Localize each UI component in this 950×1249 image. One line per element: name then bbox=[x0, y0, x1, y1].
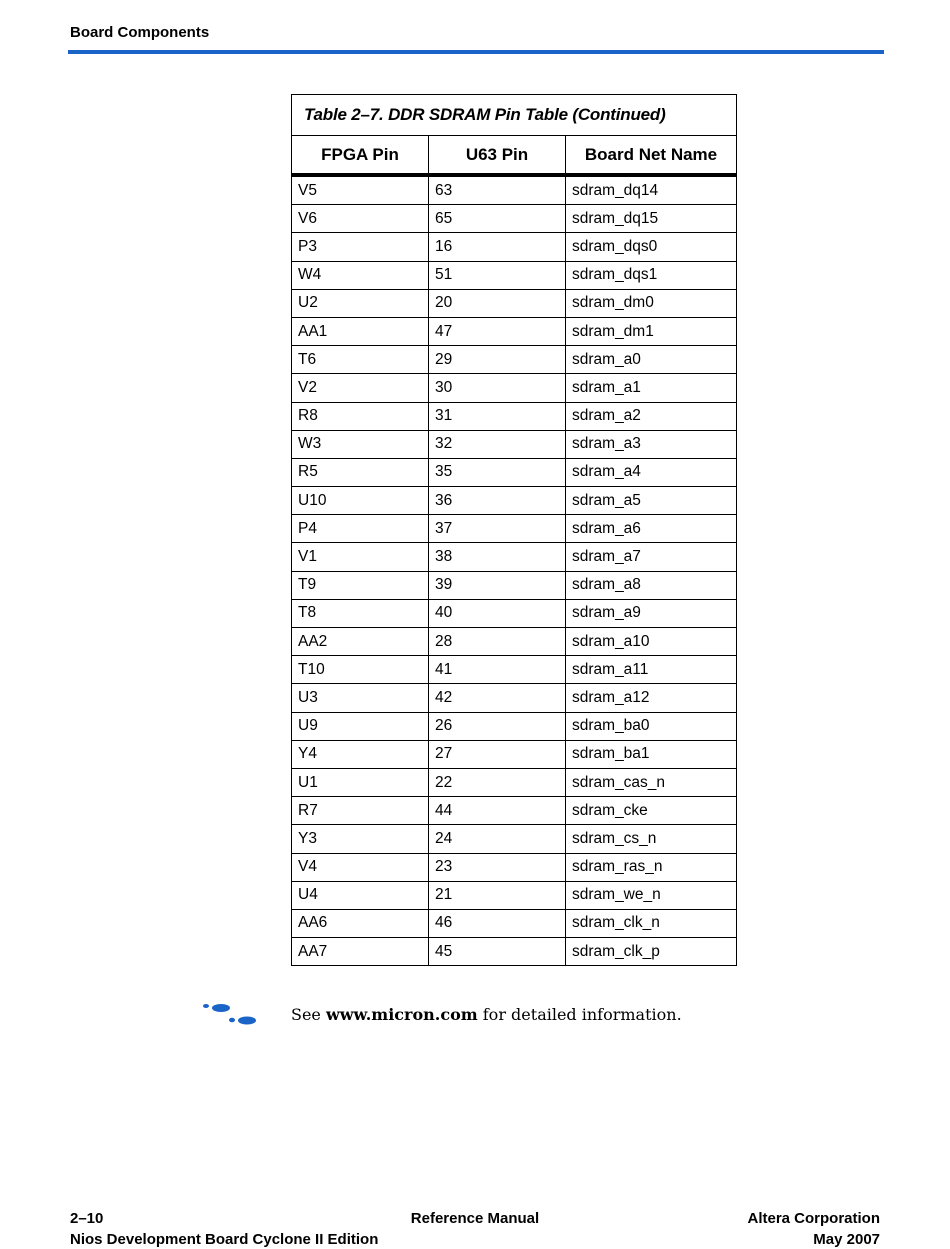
table-row bbox=[292, 656, 737, 684]
u63-pin-cell: 31 bbox=[429, 402, 566, 430]
fpga-pin-cell: R5 bbox=[292, 458, 429, 486]
column-header-fpga-pin: FPGA Pin bbox=[292, 136, 429, 176]
u63-pin-cell: 35 bbox=[429, 458, 566, 486]
footer-page-number: 2–10 bbox=[70, 1210, 104, 1227]
table-row bbox=[292, 205, 737, 233]
table-row bbox=[292, 346, 737, 374]
board-net-name-cell: sdram_a6 bbox=[566, 515, 737, 543]
u63-pin-cell: 51 bbox=[429, 261, 566, 289]
board-net-name-cell: sdram_a7 bbox=[566, 543, 737, 571]
board-net-name-cell: sdram_a0 bbox=[566, 346, 737, 374]
table-row bbox=[292, 487, 737, 515]
table-row bbox=[292, 175, 737, 205]
reference-note bbox=[291, 1005, 682, 1024]
u63-pin-cell: 23 bbox=[429, 853, 566, 881]
table-row bbox=[292, 543, 737, 571]
table-row bbox=[292, 599, 737, 627]
table-row bbox=[292, 571, 737, 599]
footer-doc-type: Reference Manual bbox=[410, 1210, 540, 1227]
fpga-pin-cell: R7 bbox=[292, 797, 429, 825]
u63-pin-cell: 63 bbox=[429, 175, 566, 205]
board-net-name-cell: sdram_ras_n bbox=[566, 853, 737, 881]
table-row bbox=[292, 402, 737, 430]
footer-date: May 2007 bbox=[813, 1231, 880, 1248]
board-net-name-cell: sdram_clk_n bbox=[566, 909, 737, 937]
fpga-pin-cell: AA1 bbox=[292, 317, 429, 345]
u63-pin-cell: 65 bbox=[429, 205, 566, 233]
u63-pin-cell: 39 bbox=[429, 571, 566, 599]
page-section-title: Board Components bbox=[70, 24, 210, 41]
table-row bbox=[292, 515, 737, 543]
fpga-pin-cell: T9 bbox=[292, 571, 429, 599]
fpga-pin-cell: R8 bbox=[292, 402, 429, 430]
u63-pin-cell: 28 bbox=[429, 628, 566, 656]
board-net-name-cell: sdram_a1 bbox=[566, 374, 737, 402]
fpga-pin-cell: P3 bbox=[292, 233, 429, 261]
fpga-pin-cell: W3 bbox=[292, 430, 429, 458]
fpga-pin-cell: U9 bbox=[292, 712, 429, 740]
fpga-pin-cell: U10 bbox=[292, 487, 429, 515]
column-header-u63-pin: U63 Pin bbox=[429, 136, 566, 176]
board-net-name-cell: sdram_a3 bbox=[566, 430, 737, 458]
u63-pin-cell: 20 bbox=[429, 289, 566, 317]
board-net-name-cell: sdram_a11 bbox=[566, 656, 737, 684]
u63-pin-cell: 27 bbox=[429, 740, 566, 768]
table-row bbox=[292, 712, 737, 740]
u63-pin-cell: 44 bbox=[429, 797, 566, 825]
note-prefix: See bbox=[291, 1005, 326, 1024]
footer-company: Altera Corporation bbox=[747, 1210, 880, 1227]
table-caption: Table 2–7. DDR SDRAM Pin Table (Continued) bbox=[292, 95, 737, 136]
u63-pin-cell: 24 bbox=[429, 825, 566, 853]
fpga-pin-cell: U1 bbox=[292, 768, 429, 796]
u63-pin-cell: 38 bbox=[429, 543, 566, 571]
table-row bbox=[292, 684, 737, 712]
board-net-name-cell: sdram_dq14 bbox=[566, 175, 737, 205]
u63-pin-cell: 37 bbox=[429, 515, 566, 543]
micron-link[interactable]: www.micron.com bbox=[325, 1005, 478, 1024]
fpga-pin-cell: V2 bbox=[292, 374, 429, 402]
table-row bbox=[292, 909, 737, 937]
u63-pin-cell: 32 bbox=[429, 430, 566, 458]
fpga-pin-cell: V1 bbox=[292, 543, 429, 571]
fpga-pin-cell: W4 bbox=[292, 261, 429, 289]
u63-pin-cell: 22 bbox=[429, 768, 566, 796]
board-net-name-cell: sdram_a4 bbox=[566, 458, 737, 486]
fpga-pin-cell: T6 bbox=[292, 346, 429, 374]
board-net-name-cell: sdram_a5 bbox=[566, 487, 737, 515]
u63-pin-cell: 45 bbox=[429, 938, 566, 966]
fpga-pin-cell: U2 bbox=[292, 289, 429, 317]
u63-pin-cell: 16 bbox=[429, 233, 566, 261]
board-net-name-cell: sdram_dm1 bbox=[566, 317, 737, 345]
header-divider bbox=[68, 50, 884, 54]
fpga-pin-cell: V5 bbox=[292, 175, 429, 205]
note-suffix: for detailed information. bbox=[477, 1005, 682, 1024]
board-net-name-cell: sdram_cs_n bbox=[566, 825, 737, 853]
board-net-name-cell: sdram_a12 bbox=[566, 684, 737, 712]
fpga-pin-cell: AA2 bbox=[292, 628, 429, 656]
u63-pin-cell: 47 bbox=[429, 317, 566, 345]
table-row bbox=[292, 938, 737, 966]
table-row bbox=[292, 317, 737, 345]
pin-table bbox=[291, 94, 737, 966]
board-net-name-cell: sdram_dm0 bbox=[566, 289, 737, 317]
board-net-name-cell: sdram_dqs1 bbox=[566, 261, 737, 289]
table-row bbox=[292, 853, 737, 881]
u63-pin-cell: 21 bbox=[429, 881, 566, 909]
table-row bbox=[292, 628, 737, 656]
board-net-name-cell: sdram_dqs0 bbox=[566, 233, 737, 261]
footprints-icon bbox=[200, 1002, 260, 1026]
board-net-name-cell: sdram_cas_n bbox=[566, 768, 737, 796]
table-row bbox=[292, 825, 737, 853]
board-net-name-cell: sdram_a2 bbox=[566, 402, 737, 430]
u63-pin-cell: 30 bbox=[429, 374, 566, 402]
u63-pin-cell: 26 bbox=[429, 712, 566, 740]
board-net-name-cell: sdram_a8 bbox=[566, 571, 737, 599]
table-row bbox=[292, 289, 737, 317]
board-net-name-cell: sdram_cke bbox=[566, 797, 737, 825]
fpga-pin-cell: P4 bbox=[292, 515, 429, 543]
u63-pin-cell: 40 bbox=[429, 599, 566, 627]
fpga-pin-cell: T8 bbox=[292, 599, 429, 627]
board-net-name-cell: sdram_ba1 bbox=[566, 740, 737, 768]
u63-pin-cell: 41 bbox=[429, 656, 566, 684]
u63-pin-cell: 42 bbox=[429, 684, 566, 712]
table-row bbox=[292, 797, 737, 825]
table-row bbox=[292, 430, 737, 458]
fpga-pin-cell: V6 bbox=[292, 205, 429, 233]
fpga-pin-cell: AA6 bbox=[292, 909, 429, 937]
table-row bbox=[292, 458, 737, 486]
u63-pin-cell: 46 bbox=[429, 909, 566, 937]
board-net-name-cell: sdram_a10 bbox=[566, 628, 737, 656]
board-net-name-cell: sdram_dq15 bbox=[566, 205, 737, 233]
fpga-pin-cell: V4 bbox=[292, 853, 429, 881]
column-header-board-net-name: Board Net Name bbox=[566, 136, 737, 176]
board-net-name-cell: sdram_a9 bbox=[566, 599, 737, 627]
table-row bbox=[292, 768, 737, 796]
board-net-name-cell: sdram_clk_p bbox=[566, 938, 737, 966]
board-net-name-cell: sdram_ba0 bbox=[566, 712, 737, 740]
footer-doc-title: Nios Development Board Cyclone II Edition bbox=[70, 1231, 379, 1248]
table-row bbox=[292, 881, 737, 909]
board-net-name-cell: sdram_we_n bbox=[566, 881, 737, 909]
fpga-pin-cell: Y3 bbox=[292, 825, 429, 853]
table-row bbox=[292, 233, 737, 261]
fpga-pin-cell: Y4 bbox=[292, 740, 429, 768]
table-body bbox=[292, 175, 737, 966]
table-row bbox=[292, 740, 737, 768]
u63-pin-cell: 36 bbox=[429, 487, 566, 515]
fpga-pin-cell: T10 bbox=[292, 656, 429, 684]
table-row bbox=[292, 374, 737, 402]
fpga-pin-cell: U3 bbox=[292, 684, 429, 712]
table-row bbox=[292, 261, 737, 289]
fpga-pin-cell: U4 bbox=[292, 881, 429, 909]
u63-pin-cell: 29 bbox=[429, 346, 566, 374]
fpga-pin-cell: AA7 bbox=[292, 938, 429, 966]
